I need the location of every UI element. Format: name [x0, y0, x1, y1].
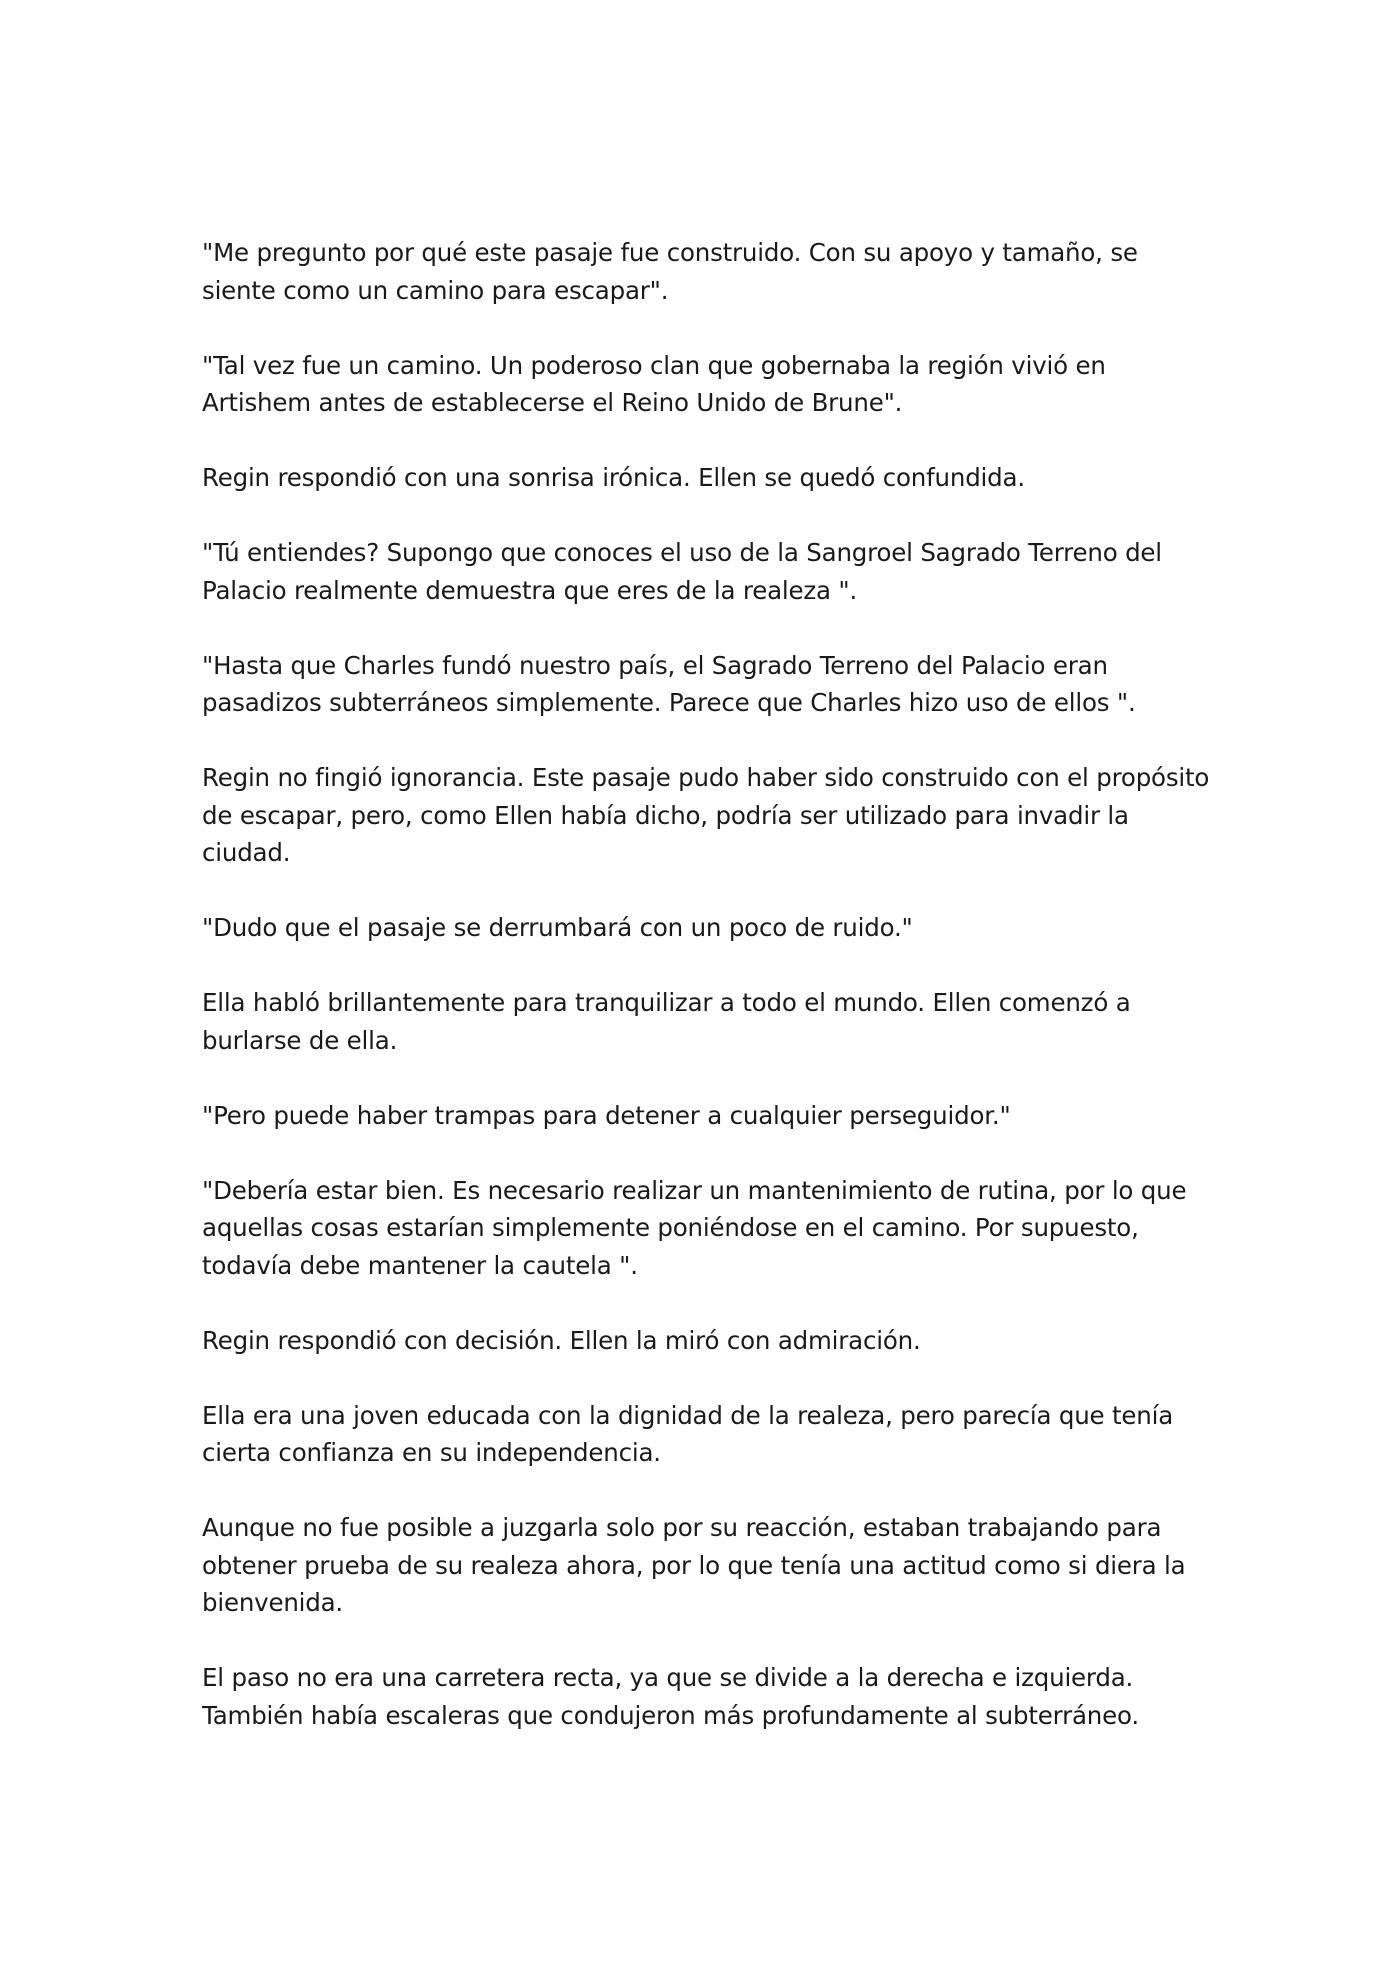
- paragraph: "Me pregunto por qué este pasaje fue construido. Con su apoyo y tamaño, se siente como un camino para escapar".: [202, 238, 1138, 305]
- paragraph: Regin respondió con decisión. Ellen la miró con admiración.: [202, 1325, 921, 1355]
- paragraph: El paso no era una carretera recta, ya que se divide a la derecha e izquierda. También había escaleras que condujeron más profundamente al subterráneo.: [202, 1663, 1139, 1730]
- paragraph: "Debería estar bien. Es necesario realizar un mantenimiento de rutina, por lo que aquellas cosas estarían simplemente poniéndose en el camino. Por supuesto, todavía debe mantener la cautela ".: [202, 1175, 1187, 1280]
- paragraph: Ella habló brillantemente para tranquilizar a todo el mundo. Ellen comenzó a burlarse de ella.: [202, 988, 1131, 1055]
- paragraph: Aunque no fue posible a juzgarla solo por su reacción, estaban trabajando para obtener prueba de su realeza ahora, por lo que tenía una actitud como si diera la bienvenida.: [202, 1513, 1186, 1617]
- paragraph: Regin respondió con una sonrisa irónica. Ellen se quedó confundida.: [202, 463, 1025, 492]
- paragraph: "Tal vez fue un camino. Un poderoso clan que gobernaba la región vivió en Artishem antes de establecerse el Reino Unido de Brune".: [202, 350, 1106, 417]
- paragraph: "Pero puede haber trampas para detener a cualquier perseguidor.": [202, 1100, 1011, 1130]
- paragraph: "Tú entiendes? Supongo que conoces el uso de la Sangroel Sagrado Terreno del Palacio realmente demuestra que eres de la realeza ".: [202, 538, 1162, 605]
- paragraph: "Dudo que el pasaje se derrumbará con un poco de ruido.": [202, 913, 913, 942]
- paragraph: Regin no fingió ignorancia. Este pasaje pudo haber sido construido con el propósito de escapar, pero, como Ellen había dicho, podría ser utilizado para invadir la ciudad.: [202, 763, 1210, 867]
- document-body: [202, 234, 1212, 1772]
- paragraph: Ella era una joven educada con la dignidad de la realeza, pero parecía que tenía cierta confianza en su independencia.: [202, 1400, 1174, 1467]
- paragraph: "Hasta que Charles fundó nuestro país, el Sagrado Terreno del Palacio eran pasadizos subterráneos simplemente. Parece que Charles hizo uso de ellos ".: [202, 650, 1136, 717]
